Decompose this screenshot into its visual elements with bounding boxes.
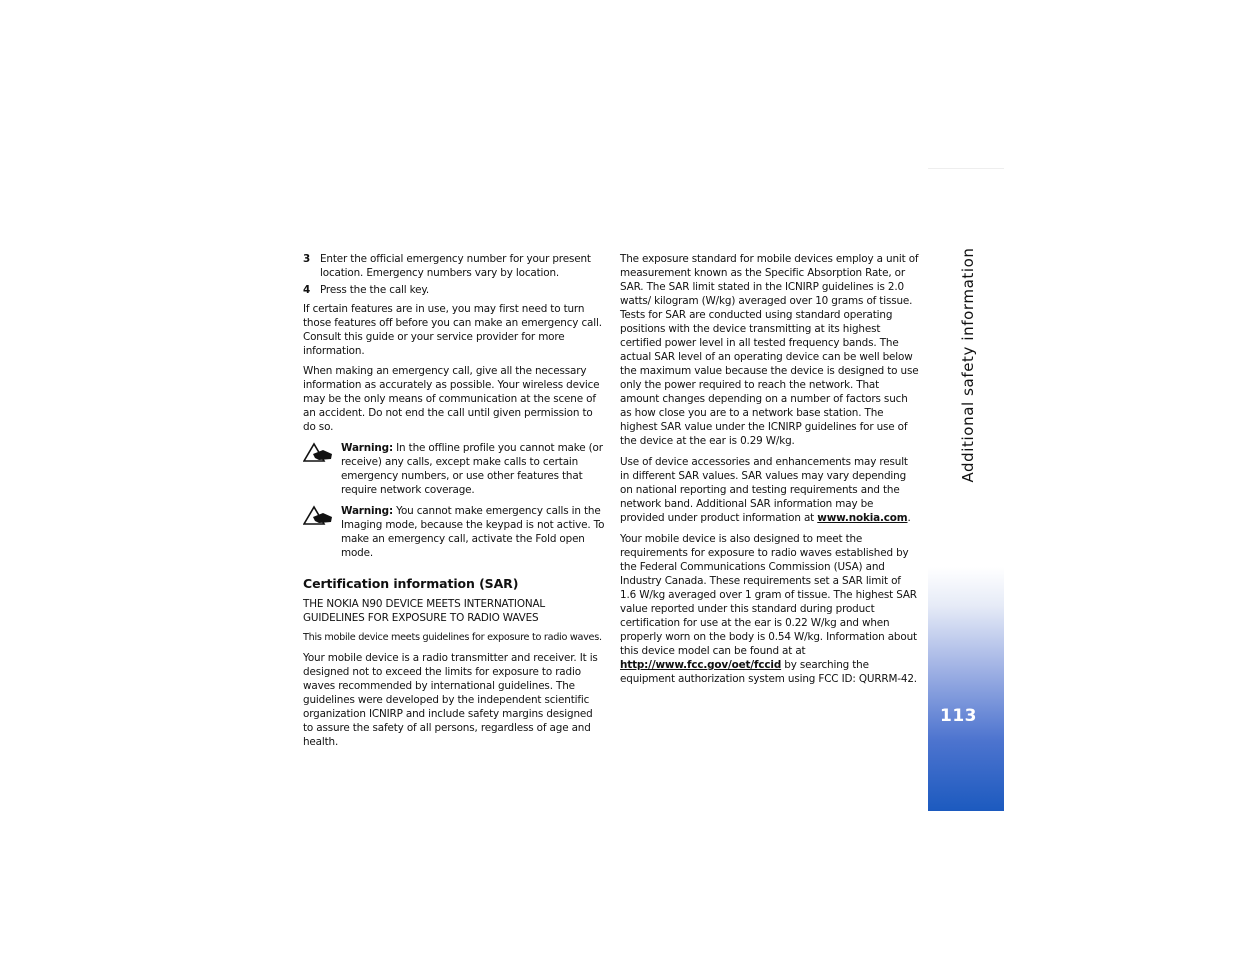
paragraph: When making an emergency call, give all the necessary information as accurately as possible. Your wireless device may be the only means of communication at the scene of an accident. Do not end the call until given permission to do so. (303, 365, 600, 433)
warning-label: Warning: (341, 442, 393, 454)
chapter-title: Additional safety information (959, 247, 977, 483)
paragraph (620, 532, 920, 686)
caps-statement: THE NOKIA N90 DEVICE MEETS INTERNATIONAL GUIDELINES FOR EXPOSURE TO RADIO WAVES (303, 598, 546, 624)
section-heading: Certification information (SAR) (303, 576, 519, 591)
warning-note (303, 504, 605, 560)
paragraph-text: Use of device accessories and enhancements may result in different SAR values. SAR values may vary depending on national reporting and testing requirements and the network band. Additional SAR information may be provided under product information at (620, 456, 908, 524)
paragraph: Your mobile device is a radio transmitter and receiver. It is designed not to exceed the limits for exposure to radio waves recommended by international guidelines. The guidelines were developed by the independent scientific organization ICNIRP and include safety margins designed to assure the safety of all persons, regardless of age and health. (303, 652, 598, 748)
warning-text: You cannot make emergency calls in the Imaging mode, because the keypad is not active. To make an emergency call, activate the Fold open mode. (341, 505, 605, 559)
paragraph: The exposure standard for mobile devices employ a unit of measurement known as the Specific Absorption Rate, or SAR. The SAR limit stated in the ICNIRP guidelines is 2.0 watts/ kilogram (W/kg) averaged over 10 grams of tissue. Tests for SAR are conducted using standard operating positions with the device transmitting at its highest certified power level in all tested frequency bands. The actual SAR level of an operating device can be well below the maximum value because the device is designed to use only the power required to reach the network. That amount changes depending on a number of factors such as how close you are to a network base station. The highest SAR value under the ICNIRP guidelines for use of the device at the ear is 0.29 W/kg. (620, 253, 919, 447)
step-text: Press the the call key. (320, 284, 430, 296)
page-number: 113 (940, 706, 977, 726)
small-statement: This mobile device meets guidelines for exposure to radio waves. (303, 632, 602, 643)
step-item (303, 283, 605, 297)
warning-hand-icon (303, 505, 333, 525)
warning-text: In the offline profile you cannot make (or receive) any calls, except make calls to certain emergency numbers, or use other features that require network coverage. (341, 442, 603, 496)
warning-note (303, 441, 605, 497)
step-item (303, 252, 605, 280)
step-number: 3 (303, 253, 311, 265)
warning-hand-icon (303, 442, 333, 462)
left-column (303, 252, 605, 755)
paragraph-text: Your mobile device is also designed to meet the requirements for exposure to radio waves established by the Federal Communications Commission (USA) and Industry Canada. These requirements set a SAR limit of 1.6 W/kg averaged over 1 gram of tissue. The highest SAR value reported under this standard during product certification for use at the ear is 0.22 W/kg and when properly worn on the body is 0.54 W/kg. Information about this device model can be found at at (620, 533, 917, 657)
step-number: 4 (303, 284, 311, 296)
paragraph-text: . (907, 512, 911, 524)
step-text: Enter the official emergency number for your present location. Emergency numbers vary by location. (320, 253, 591, 279)
paragraph (620, 455, 920, 525)
nokia-link[interactable]: www.nokia.com (817, 512, 908, 524)
right-column (620, 252, 920, 692)
paragraph: If certain features are in use, you may first need to turn those features off before you can make an emergency call. Consult this guide or your service provider for more information. (303, 303, 602, 357)
warning-label: Warning: (341, 505, 393, 517)
fcc-link[interactable]: http://www.fcc.gov/oet/fccid (620, 659, 782, 671)
paragraph-text: by searching the equipment authorization system using FCC ID: QURRM-42. (620, 659, 917, 685)
